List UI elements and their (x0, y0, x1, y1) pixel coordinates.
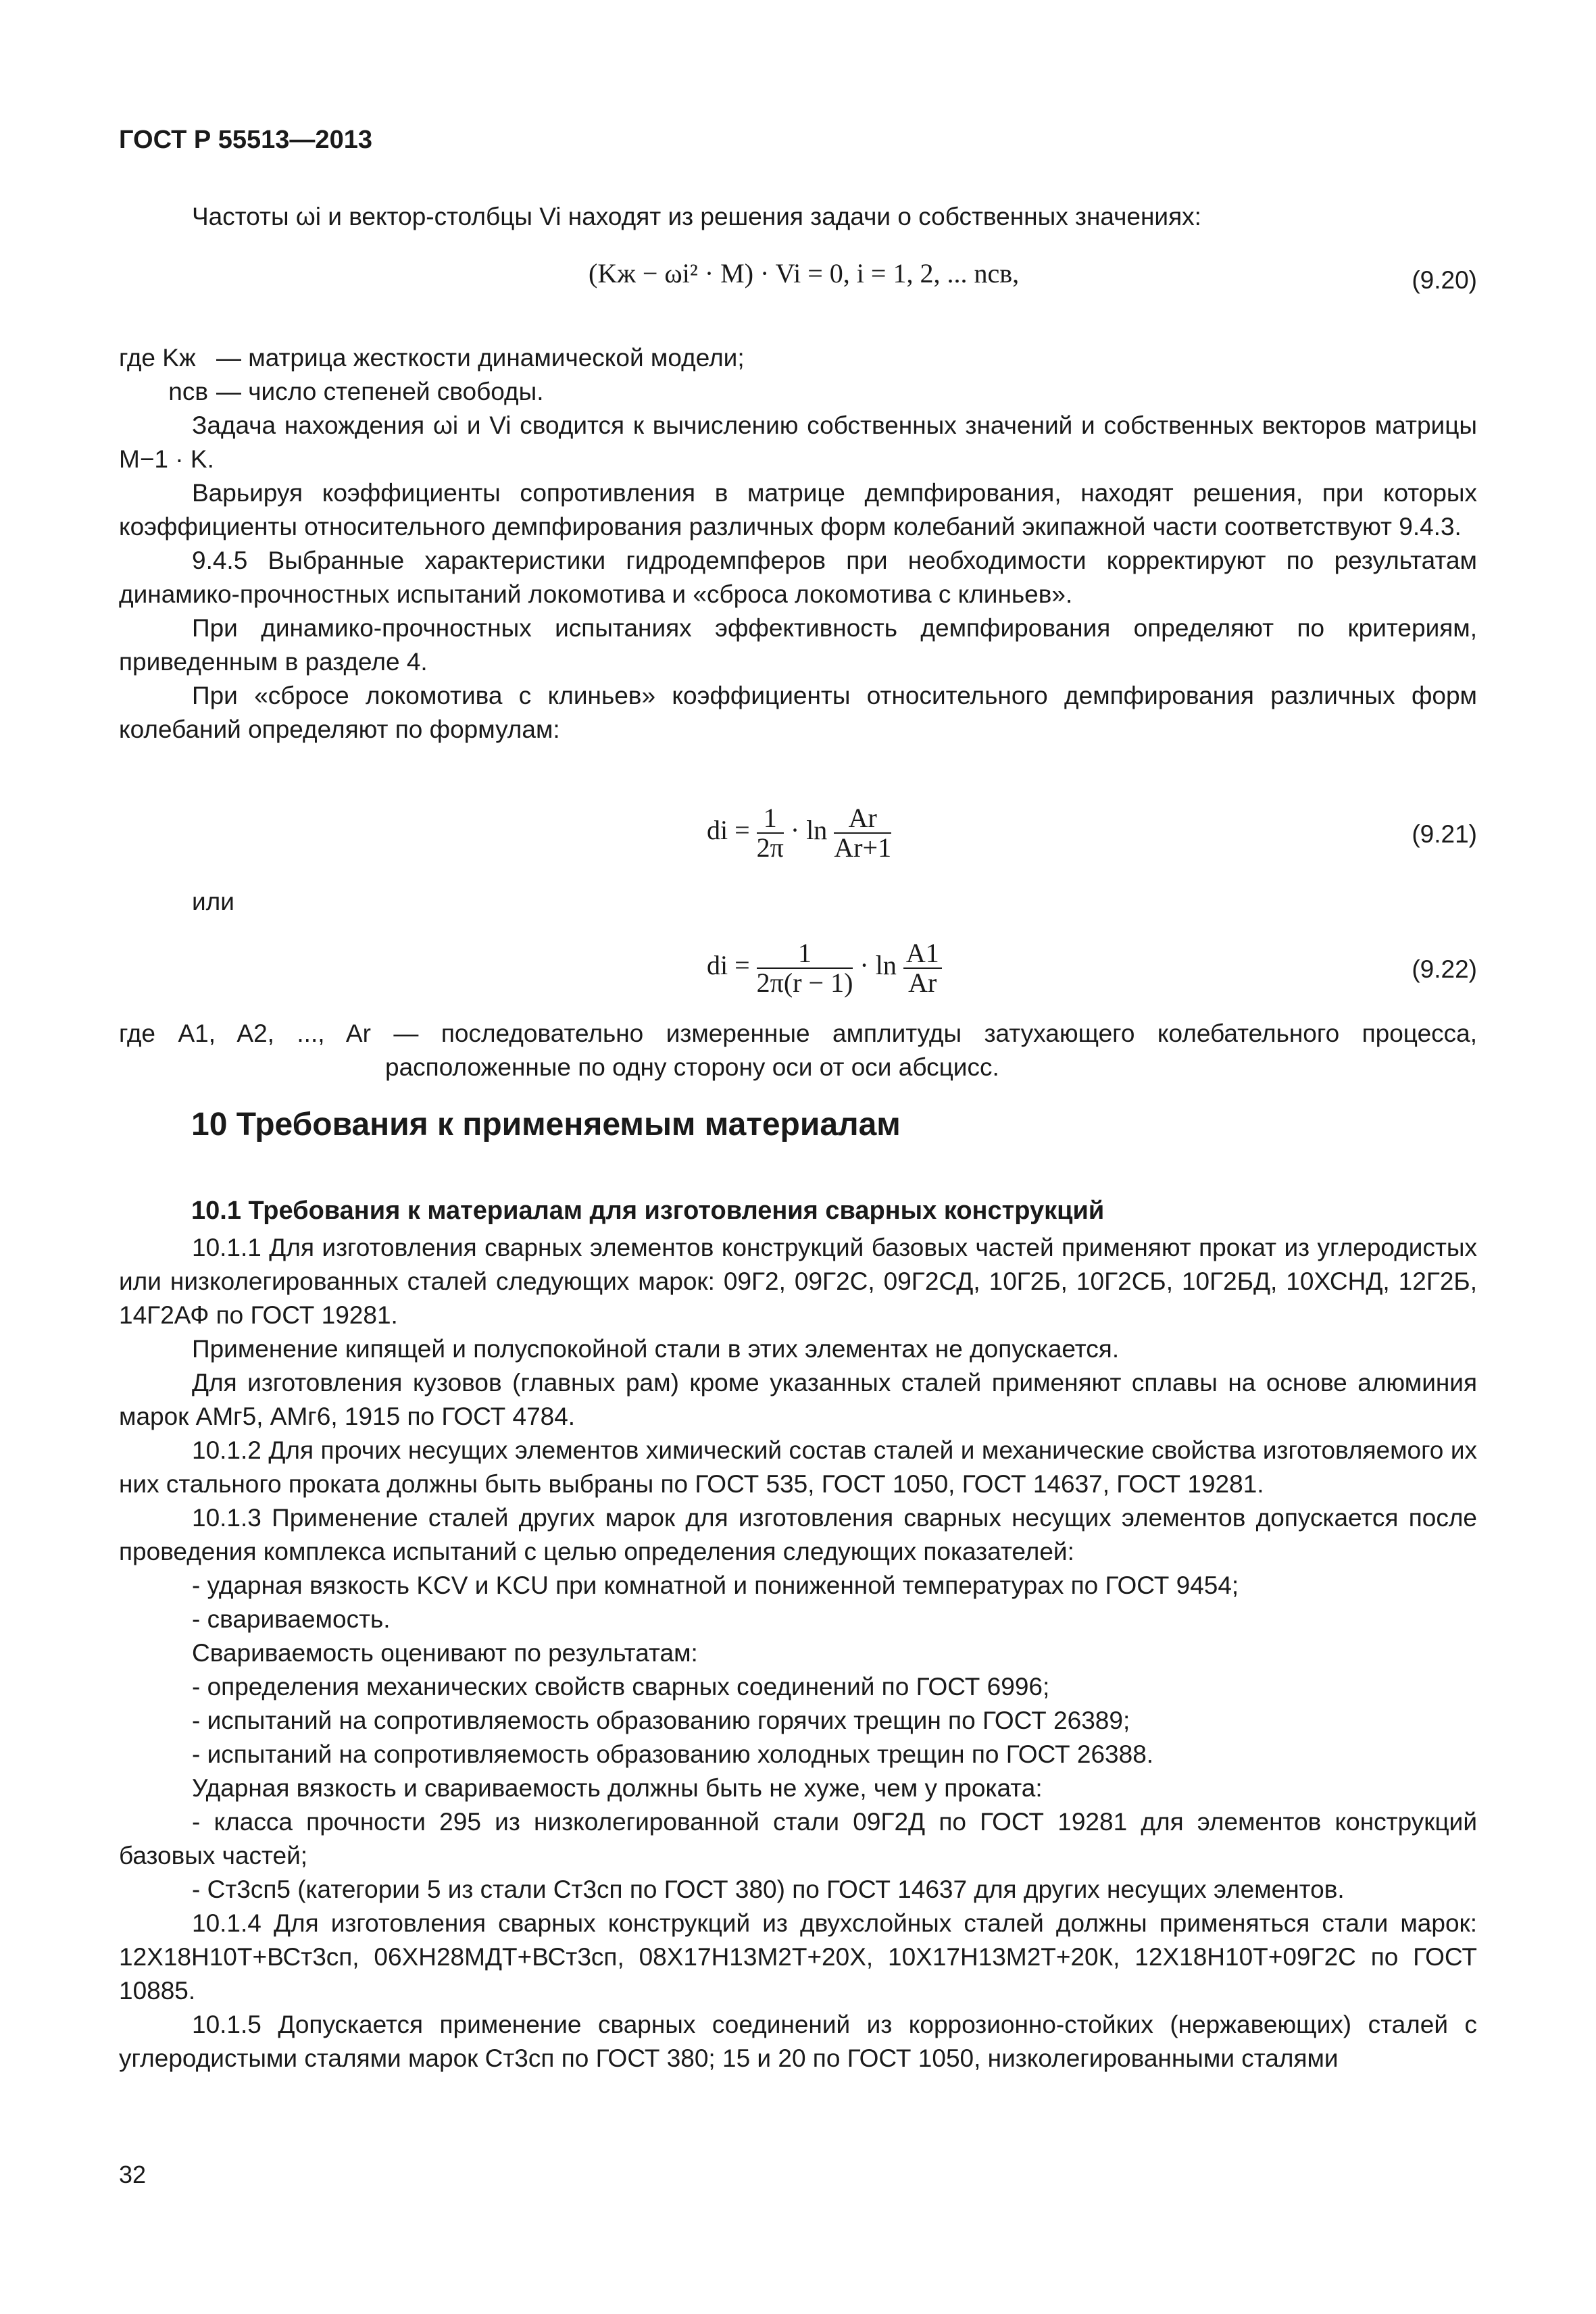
where-definition: — матрица жесткости динамической модели; (216, 344, 745, 372)
equation-body (707, 939, 942, 997)
paragraph: Частоты ωi и вектор-столбцы Vi находят из решения задачи о собственных значениях: (192, 203, 1201, 230)
denominator: 2π(r − 1) (756, 967, 853, 998)
where-line (119, 341, 1477, 375)
where-block (119, 1017, 1477, 1084)
section-title: 10 Требования к применяемым материалам (191, 1107, 901, 1142)
list-item: - ударная вязкость KCV и KCU при комнатной и пониженной температурах по ГОСТ 9454; (192, 1571, 1239, 1599)
connector-text: или (192, 888, 234, 915)
explanation-block (119, 341, 1477, 747)
list-item: - испытаний на сопротивляемость образованию горячих трещин по ГОСТ 26389; (192, 1707, 1130, 1734)
equation-body (707, 804, 891, 862)
paragraph: 10.1.1 Для изготовления сварных элементов конструкций базовых частей применяют прокат из углеродистых или низколегированных сталей следующих марок: 09Г2, 09Г2С, 09Г2СД, 10Г2Б, 10Г2СБ, 10Г2БД, 10ХСНД, 12Г2Б, 14Г2АФ по ГОСТ 19281. (119, 1234, 1477, 1329)
denominator: 2π (756, 832, 784, 863)
equation-number: (9.20) (1412, 266, 1477, 294)
fraction (834, 804, 891, 862)
list-item: - испытаний на сопротивляемость образованию холодных трещин по ГОСТ 26388. (192, 1740, 1154, 1768)
equation-9-22 (119, 939, 1477, 1000)
paragraph: Для изготовления кузовов (главных рам) кроме указанных сталей применяют сплавы на основе алюминия марок АМг5, АМг6, 1915 по ГОСТ 4784. (119, 1369, 1477, 1430)
fraction (903, 939, 942, 997)
fraction (757, 804, 784, 862)
where-paragraph: где A1, A2, ..., Ar — последовательно измеренные амплитуды затухающего колебательного процесса, расположенные по одну сторону оси от оси абсцисс. (119, 1020, 1477, 1081)
paragraph: Задача нахождения ωi и Vi сводится к вычислению собственных значений и собственных векторов матрицы M−1 · K. (119, 411, 1477, 473)
numerator: 1 (757, 804, 784, 834)
denominator: Ar (908, 967, 937, 998)
paragraph: При динамико-прочностных испытаниях эффективность демпфирования определяют по критериям, приведенным в разделе 4. (119, 614, 1477, 676)
equation-lhs: di = (707, 815, 750, 846)
numerator: 1 (757, 939, 853, 969)
paragraph: При «сбросе локомотива с клиньев» коэффициенты относительного демпфирования различных форм колебаний определяют по формулам: (119, 682, 1477, 743)
materials-block (119, 1231, 1477, 2076)
list-item: - Ст3сп5 (категории 5 из стали Ст3сп по ГОСТ 380) по ГОСТ 14637 для других несущих элементов. (192, 1876, 1345, 1903)
intro-block (119, 200, 1477, 234)
equation-number: (9.22) (1412, 955, 1477, 983)
list-item: - определения механических свойств сварных соединений по ГОСТ 6996; (192, 1673, 1050, 1701)
equation-operator: · ln (790, 815, 828, 846)
equation-lhs: di = (707, 950, 750, 981)
paragraph: Варьируя коэффициенты сопротивления в матрице демпфирования, находят решения, при которых коэффициенты относительного демпфирования различных форм колебаний экипажной части соответствуют 9.4.3. (119, 479, 1477, 540)
or-line (119, 885, 1477, 919)
page-number: 32 (119, 2161, 147, 2188)
equation-number: (9.21) (1412, 820, 1477, 848)
where-symbol: где Kж (119, 344, 196, 372)
paragraph: 9.4.5 Выбранные характеристики гидродемпферов при необходимости корректируют по результатам динамико-прочностных испытаний локомотива и «сброса локомотива с клиньев». (119, 547, 1477, 608)
paragraph: 10.1.4 Для изготовления сварных конструкций из двухслойных сталей должны применяться стали марок: 12Х18Н10Т+ВСт3сп, 06ХН28МДТ+ВСт3сп, 08Х17Н13М2Т+20Х, 10Х17Н13М2Т+20К, 12Х18Н10Т+09Г2С по ГОСТ 10885. (119, 1909, 1477, 2005)
equation-body: (Kж − ωi² · M) · Vi = 0, i = 1, 2, ... nсв, (589, 258, 1020, 288)
equation-operator: · ln (859, 950, 897, 981)
list-item: - свариваемость. (192, 1605, 391, 1633)
paragraph: Ударная вязкость и свариваемость должны быть не хуже, чем у проката: (192, 1774, 1043, 1802)
paragraph: Применение кипящей и полуспокойной стали в этих элементах не допускается. (192, 1335, 1120, 1363)
equation-9-21 (119, 804, 1477, 865)
paragraph: 10.1.5 Допускается применение сварных соединений из коррозионно-стойких (нержавеющих) сталей с углеродистыми сталями марок Ст3сп по ГОСТ 380; 15 и 20 по ГОСТ 1050, низколегированными сталями (119, 2011, 1477, 2072)
fraction (757, 939, 853, 997)
list-item: - класса прочности 295 из низколегированной стали 09Г2Д по ГОСТ 19281 для элементов конструкций базовых частей; (119, 1808, 1477, 1869)
equation-9-20 (119, 250, 1477, 311)
where-symbol: nсв (168, 378, 208, 405)
document-header: ГОСТ Р 55513—2013 (119, 126, 372, 154)
where-definition: — число степеней свободы. (216, 378, 544, 405)
numerator: Ar (834, 804, 891, 834)
numerator: A1 (903, 939, 942, 969)
paragraph: 10.1.2 Для прочих несущих элементов химический состав сталей и механические свойства изготовляемого их них стального проката должны быть выбраны по ГОСТ 535, ГОСТ 1050, ГОСТ 14637, ГОСТ 19281. (119, 1436, 1477, 1498)
where-line (119, 375, 1477, 409)
denominator: Ar+1 (834, 832, 892, 863)
paragraph: 10.1.3 Применение сталей других марок для изготовления сварных несущих элементов допускается после проведения комплекса испытаний с целью определения следующих показателей: (119, 1504, 1477, 1565)
paragraph: Свариваемость оценивают по результатам: (192, 1639, 698, 1667)
subsection-title: 10.1 Требования к материалам для изготовления сварных конструкций (191, 1197, 1105, 1225)
